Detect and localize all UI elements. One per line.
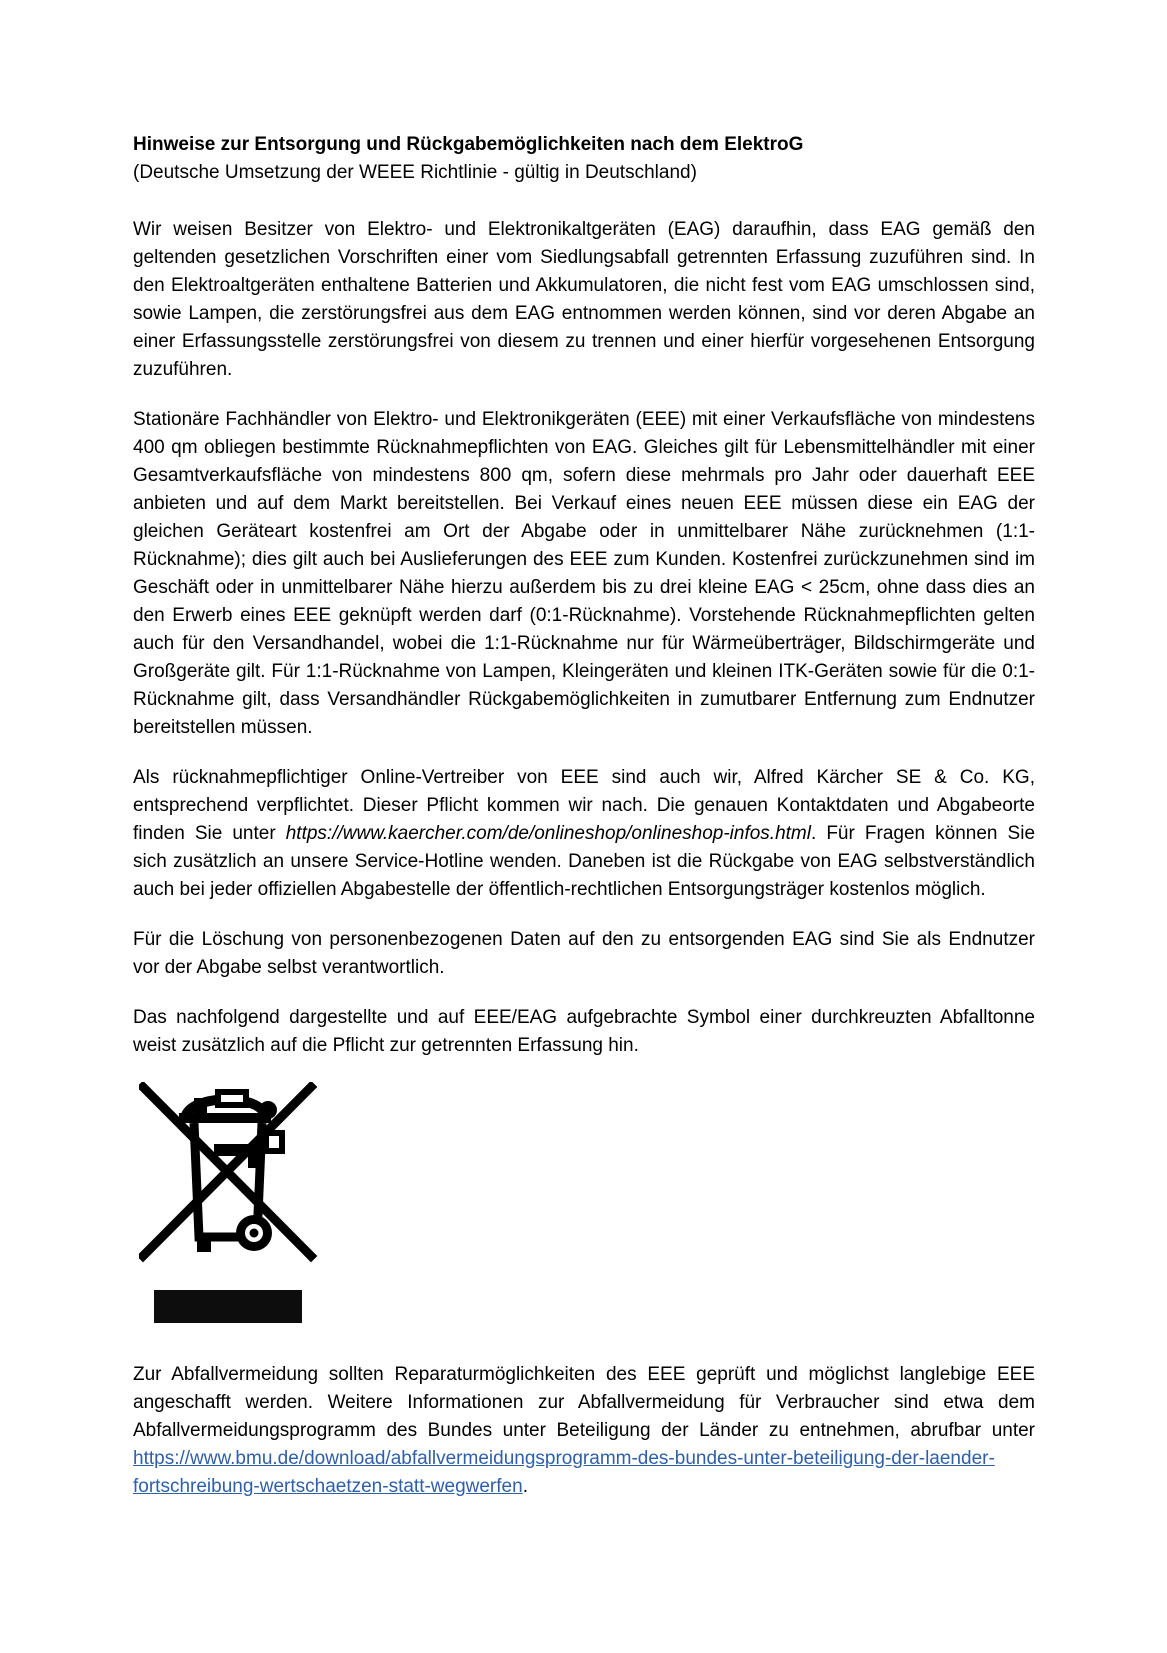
body-text xyxy=(133,216,1035,1060)
inline-url-italic: https://www.kaercher.com/de/onlineshop/onlineshop-infos.html xyxy=(285,823,811,844)
text-run: . Für Fragen können Sie sich zusätzlich an unsere Service-Hotline wenden. Daneben ist die Rückgabe von EAG selbstverständlich auch bei jeder offiziellen Abgabestelle der öffentlich-rechtlichen Entsorgungsträger kostenlos möglich. xyxy=(133,823,1036,900)
weee-black-bar xyxy=(154,1290,302,1323)
text-run: Für die Löschung von personenbezogenen Daten auf den zu entsorgenden EAG sind Sie als Endnutzer vor der Abgabe selbst verantwortlich. xyxy=(133,929,1035,978)
paragraph-retailer-takeback xyxy=(133,406,1035,742)
paragraph-collection-obligation xyxy=(133,216,1035,384)
text-run: Als rücknahmepflichtiger Online-Vertreiber von EEE sind auch wir, Alfred Kärcher SE & Co. KG, entsprechend verpflichtet. Dieser Pflicht kommen wir nach. Die genauen Kontaktdaten und Abgabeorte finden Sie unter xyxy=(133,767,1035,844)
paragraph-online-distributor xyxy=(133,764,1035,904)
paragraph-data-deletion xyxy=(133,926,1035,982)
text-run: Stationäre Fachhändler von Elektro- und Elektronikgeräten (EEE) mit einer Verkaufsfläche von mindestens 400 qm obliegen bestimmte Rücknahmepflichten von EAG. Gleiches gilt für Lebensmittelhändler mit einer Gesamtverkaufsfläche von mindestens 800 qm, sofern diese mehrmals pro Jahr oder dauerhaft EEE anbieten und auf dem Markt bereitstellen. Bei Verkauf eines neuen EEE müssen diese ein EAG der gleichen Geräteart kostenfrei am Ort der Abgabe oder in unmittelbarer Nähe zurücknehmen (1:1-Rücknahme); dies gilt auch bei Auslieferungen des EEE zum Kunden. Kostenfrei zurückzunehmen sind im Geschäft oder in unmittelbarer Nähe hierzu außerdem bis zu drei kleine EAG < 25cm, ohne dass dies an den Erwerb eines EEE geknüpft werden darf (0:1-Rücknahme). Vorstehende Rücknahmepflichten gelten auch für den Versandhandel, wobei die 1:1-Rücknahme nur für Wärmeüberträger, Bildschirmgeräte und Großgeräte gilt. Für 1:1-Rücknahme von Lampen, Kleingeräten und kleinen ITK-Geräten sowie für die 0:1-Rücknahme gilt, dass Versandhändler Rückgabemöglichkeiten in zumutbarer Entfernung zum Endnutzer bereitstellen müssen. xyxy=(133,409,1035,738)
text-run: Wir weisen Besitzer von Elektro- und Elektronikaltgeräten (EAG) daraufhin, dass EAG gemäß den geltenden gesetzlichen Vorschriften einer vom Siedlungsabfall getrennten Erfassung zuzuführen sind. In den Elektroaltgeräten enthaltene Batterien und Akkumulatoren, die nicht fest vom EAG umschlossen sind, sowie Lampen, die zerstörungsfrei aus dem EAG entnommen werden können, sind vor deren Abgabe an einer Erfassungsstelle zerstörungsfrei von diesem zu trennen und einer hierfür vorgesehenen Entsorgung zuzuführen. xyxy=(133,219,1035,380)
page-subtitle: (Deutsche Umsetzung der WEEE Richtlinie - gültig in Deutschland) xyxy=(133,162,697,183)
weee-symbol xyxy=(139,1082,321,1323)
page-title: Hinweise zur Entsorgung und Rückgabemöglichkeiten nach dem ElektroG xyxy=(133,134,804,155)
text-run: Das nachfolgend dargestellte und auf EEE/EAG aufgebrachte Symbol einer durchkreuzten Abfalltonne weist zusätzlich auf die Pflicht zur getrennten Erfassung hin. xyxy=(133,1007,1035,1056)
paragraph-waste-prevention xyxy=(133,1361,1035,1501)
text-run: . xyxy=(522,1476,528,1497)
crossed-out-wheelie-bin-icon xyxy=(139,1082,319,1264)
text-run: Zur Abfallvermeidung sollten Reparaturmöglichkeiten des EEE geprüft und möglichst langlebige EEE angeschafft werden. Weitere Informationen zur Abfallvermeidung für Verbraucher sind etwa dem Abfallvermeidungsprogramm des Bundes unter Beteiligung der Länder zu entnehmen, abrufbar unter xyxy=(133,1364,1035,1441)
hyperlink[interactable]: https://www.bmu.de/download/abfallvermeidungsprogramm-des-bundes-unter-beteiligung-der-laender-fortschreibung-wertschaetzen-statt-wegwerfen xyxy=(133,1448,995,1497)
paragraph-symbol-intro xyxy=(133,1004,1035,1060)
